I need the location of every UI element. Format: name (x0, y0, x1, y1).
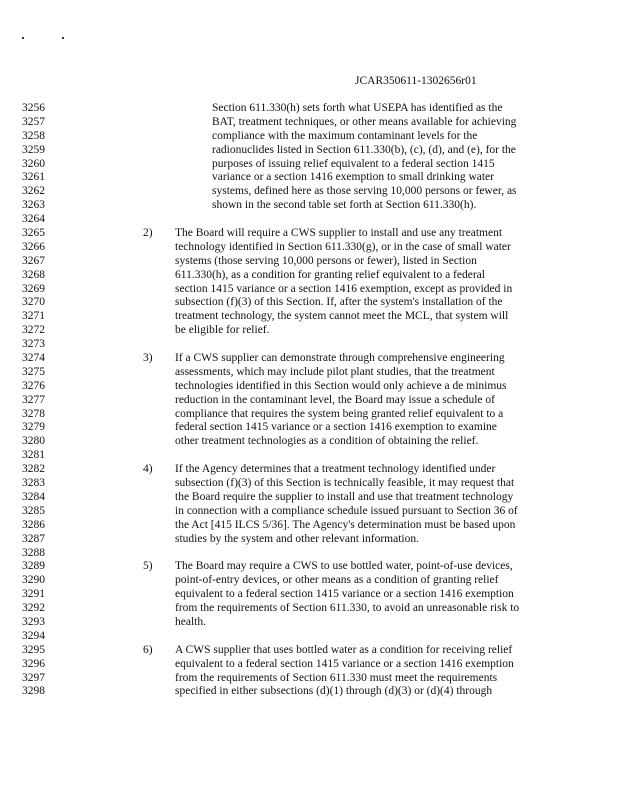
document-line (0, 547, 618, 561)
line-number: 3288 (22, 546, 45, 559)
document-id-header: JCAR350611-1302656r01 (355, 75, 477, 87)
line-text: treatment technology, the system cannot meet the MCL, that system will (175, 310, 509, 323)
line-number: 3293 (22, 615, 45, 628)
document-line (0, 380, 618, 394)
line-text: shown in the second table set forth at Section 611.330(h). (212, 199, 477, 212)
line-number: 3281 (22, 449, 45, 462)
document-line (0, 574, 618, 588)
line-text: the Act [415 ILCS 5/36]. The Agency's determination must be based upon (175, 518, 516, 531)
document-line (0, 449, 618, 463)
line-number: 3283 (22, 477, 45, 490)
document-line (0, 158, 618, 172)
line-number: 3292 (22, 602, 45, 615)
line-text: subsection (f)(3) of this Section. If, after the system's installation of the (175, 296, 503, 309)
line-text: If a CWS supplier can demonstrate through comprehensive engineering (175, 352, 505, 365)
document-line (0, 685, 618, 699)
line-text: in connection with a compliance schedule issued pursuant to Section 36 of (175, 504, 518, 517)
numbered-text-body (0, 102, 618, 699)
line-text: radionuclides listed in Section 611.330(b), (c), (d), and (e), for the (212, 143, 516, 156)
document-line (0, 394, 618, 408)
document-line (0, 408, 618, 422)
line-text: section 1415 variance or a section 1416 exemption, except as provided in (175, 282, 513, 295)
line-number: 3271 (22, 310, 45, 323)
document-line (0, 519, 618, 533)
document-line (0, 296, 618, 310)
document-line (0, 171, 618, 185)
paragraph-label: 4) (143, 463, 153, 476)
paragraph-label: 2) (143, 227, 153, 240)
line-number: 3287 (22, 532, 45, 545)
line-number: 3277 (22, 393, 45, 406)
document-line (0, 491, 618, 505)
line-number: 3270 (22, 296, 45, 309)
document-line (0, 130, 618, 144)
document-line (0, 588, 618, 602)
line-text: BAT, treatment techniques, or other means available for achieving (212, 115, 517, 128)
document-line (0, 227, 618, 241)
line-text: systems (those serving 10,000 persons or fewer), listed in Section (175, 254, 477, 267)
document-line (0, 616, 618, 630)
document-line (0, 255, 618, 269)
document-line (0, 505, 618, 519)
line-number: 3282 (22, 463, 45, 476)
line-number: 3291 (22, 588, 45, 601)
document-line (0, 283, 618, 297)
line-number: 3267 (22, 254, 45, 267)
line-text: point-of-entry devices, or other means as a condition of granting relief (175, 574, 499, 587)
line-number: 3280 (22, 435, 45, 448)
document-line (0, 435, 618, 449)
document-line (0, 560, 618, 574)
line-text: the Board require the supplier to install and use that treatment technology (175, 490, 514, 503)
document-line (0, 672, 618, 686)
line-number: 3256 (22, 102, 45, 114)
line-text: studies by the system and other relevant information. (175, 532, 419, 545)
document-line (0, 241, 618, 255)
line-text: federal section 1415 variance or a section 1416 exemption to examine (175, 421, 497, 434)
line-text: other treatment technologies as a condition of obtaining the relief. (175, 435, 479, 448)
line-text: equivalent to a federal section 1415 variance or a section 1416 exemption (175, 588, 514, 601)
line-number: 3264 (22, 213, 45, 226)
document-line (0, 533, 618, 547)
line-number: 3294 (22, 629, 45, 642)
paragraph-label: 5) (143, 560, 153, 573)
document-line (0, 199, 618, 213)
document-line (0, 366, 618, 380)
line-text: A CWS supplier that uses bottled water as a condition for receiving relief (175, 643, 513, 656)
line-number: 3273 (22, 338, 45, 351)
line-text: 611.330(h), as a condition for granting relief equivalent to a federal (175, 268, 485, 281)
line-text: specified in either subsections (d)(1) through (d)(3) or (d)(4) through (175, 685, 493, 698)
line-number: 3261 (22, 171, 45, 184)
line-number: 3298 (22, 685, 45, 698)
document-line (0, 352, 618, 366)
document-line (0, 185, 618, 199)
line-text: assessments, which may include pilot plant studies, that the treatment (175, 365, 495, 378)
document-line (0, 630, 618, 644)
document-line (0, 602, 618, 616)
document-line (0, 324, 618, 338)
line-text: The Board may require a CWS to use bottled water, point-of-use devices, (175, 560, 513, 573)
line-text: from the requirements of Section 611.330, to avoid an unreasonable risk to (175, 602, 520, 615)
document-line (0, 269, 618, 283)
line-number: 3262 (22, 185, 45, 198)
line-text: technologies identified in this Section would only achieve a de minimus (175, 379, 507, 392)
document-line (0, 102, 618, 116)
line-text: health. (175, 615, 206, 628)
line-text: compliance with the maximum contaminant levels for the (212, 129, 478, 142)
line-text: compliance that requires the system being granted relief equivalent to a (175, 407, 504, 420)
line-number: 3296 (22, 657, 45, 670)
line-number: 3269 (22, 282, 45, 295)
line-number: 3279 (22, 421, 45, 434)
line-text: If the Agency determines that a treatment technology identified under (175, 463, 496, 476)
scan-speck (62, 37, 64, 39)
line-text: purposes of issuing relief equivalent to a federal section 1415 (212, 157, 495, 170)
scan-speck (22, 37, 24, 39)
line-number: 3285 (22, 504, 45, 517)
line-number: 3297 (22, 671, 45, 684)
line-text: Section 611.330(h) sets forth what USEPA has identified as the (212, 102, 503, 114)
line-number: 3260 (22, 157, 45, 170)
line-text: systems, defined here as those serving 10,000 persons or fewer, as (212, 185, 517, 198)
line-number: 3295 (22, 643, 45, 656)
line-text: from the requirements of Section 611.330 must meet the requirements (175, 671, 498, 684)
line-number: 3286 (22, 518, 45, 531)
line-text: variance or a section 1416 exemption to small drinking water (212, 171, 494, 184)
line-number: 3274 (22, 352, 45, 365)
line-number: 3266 (22, 240, 45, 253)
document-line (0, 144, 618, 158)
line-number: 3257 (22, 115, 45, 128)
line-text: The Board will require a CWS supplier to install and use any treatment (175, 227, 503, 240)
document-line (0, 658, 618, 672)
line-number: 3278 (22, 407, 45, 420)
line-number: 3289 (22, 560, 45, 573)
line-number: 3290 (22, 574, 45, 587)
line-number: 3275 (22, 365, 45, 378)
line-number: 3268 (22, 268, 45, 281)
document-line (0, 310, 618, 324)
document-line (0, 116, 618, 130)
line-number: 3263 (22, 199, 45, 212)
line-text: subsection (f)(3) of this Section is technically feasible, it may request that (175, 477, 515, 490)
line-text: equivalent to a federal section 1415 variance or a section 1416 exemption (175, 657, 514, 670)
paragraph-label: 6) (143, 643, 153, 656)
line-number: 3276 (22, 379, 45, 392)
line-number: 3284 (22, 490, 45, 503)
line-text: be eligible for relief. (175, 324, 270, 337)
paragraph-label: 3) (143, 352, 153, 365)
line-number: 3258 (22, 129, 45, 142)
line-number: 3272 (22, 324, 45, 337)
document-line (0, 421, 618, 435)
line-text: reduction in the contaminant level, the Board may issue a schedule of (175, 393, 495, 406)
line-number: 3259 (22, 143, 45, 156)
line-number: 3265 (22, 227, 45, 240)
line-text: technology identified in Section 611.330(g), or in the case of small water (175, 240, 511, 253)
document-line (0, 213, 618, 227)
document-line (0, 338, 618, 352)
document-line (0, 644, 618, 658)
document-line (0, 463, 618, 477)
document-line (0, 477, 618, 491)
